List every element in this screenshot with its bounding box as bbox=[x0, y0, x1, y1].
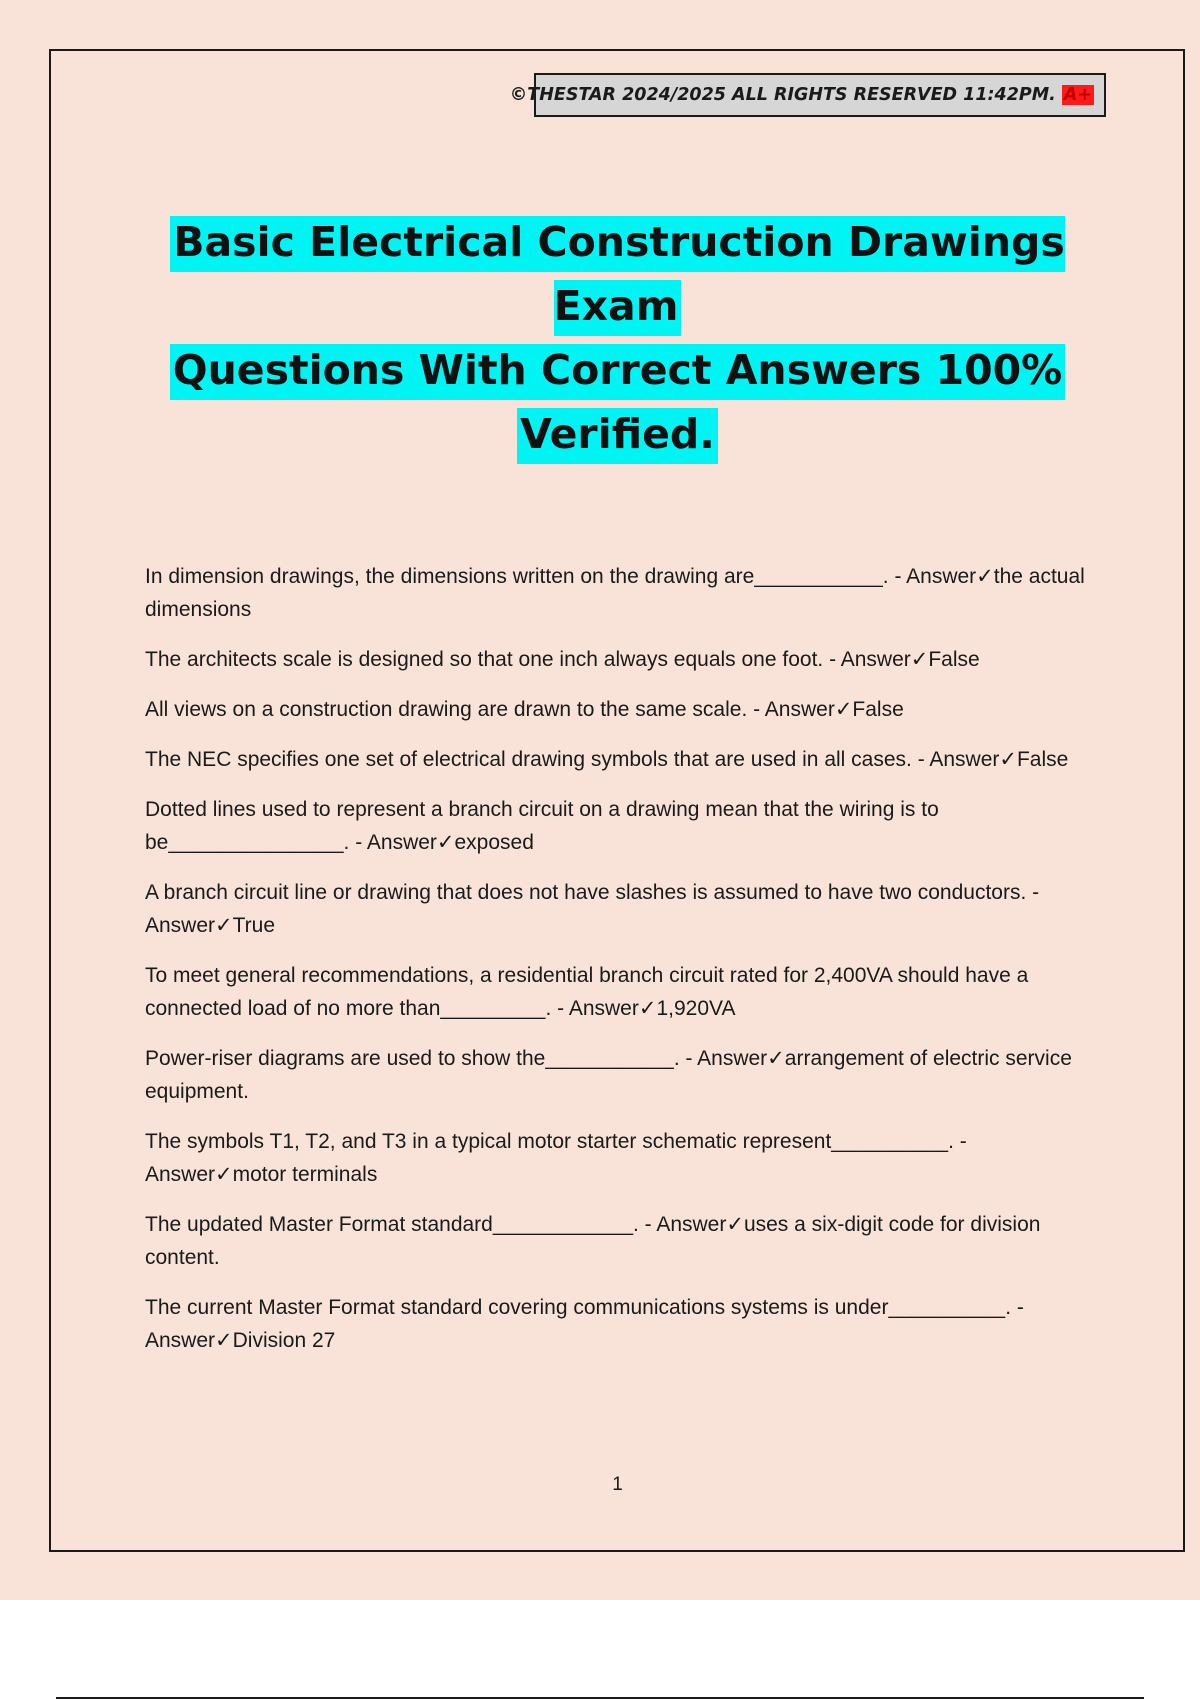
title-line-1: Basic Electrical Construction Drawings Exam bbox=[170, 216, 1065, 336]
qa-item: The NEC specifies one set of electrical drawing symbols that are used in all cases. - Answer✓False bbox=[145, 748, 1069, 771]
qa-item: A branch circuit line or drawing that does not have slashes is assumed to have two conductors. - Answer✓True bbox=[145, 881, 1040, 937]
title-line-3: Verified. bbox=[517, 408, 718, 464]
qa-item: To meet general recommendations, a residential branch circuit rated for 2,400VA should have a connected load of no more than_________. - Answer✓1,920VA bbox=[145, 964, 1029, 1020]
next-page-top-rule bbox=[56, 1697, 1144, 1699]
qa-item: Power-riser diagrams are used to show the___________. - Answer✓arrangement of electric service equipment. bbox=[145, 1047, 1072, 1103]
copyright-text: ©THESTAR 2024/2025 ALL RIGHTS RESERVED 11:42PM. bbox=[509, 85, 1056, 105]
page-number: 1 bbox=[612, 1474, 623, 1495]
document-title bbox=[120, 210, 1115, 466]
qa-item: Dotted lines used to represent a branch circuit on a drawing mean that the wiring is to be_______________. - Answer✓exposed bbox=[145, 798, 939, 854]
qa-item: The architects scale is designed so that one inch always equals one foot. - Answer✓False bbox=[145, 648, 980, 671]
title-line-2: Questions With Correct Answers 100% bbox=[170, 344, 1066, 400]
qa-item: The symbols T1, T2, and T3 in a typical motor starter schematic represent__________. - Answer✓motor terminals bbox=[145, 1130, 967, 1186]
question-answer-list bbox=[145, 560, 1095, 1374]
copyright-header bbox=[509, 73, 1106, 117]
grade-badge: A+ bbox=[1063, 85, 1092, 105]
qa-item: The current Master Format standard covering communications systems is under__________. - Answer✓Division 27 bbox=[145, 1296, 1024, 1352]
qa-item: All views on a construction drawing are drawn to the same scale. - Answer✓False bbox=[145, 698, 904, 721]
qa-item: The updated Master Format standard____________. - Answer✓uses a six-digit code for division content. bbox=[145, 1213, 1041, 1269]
qa-item: In dimension drawings, the dimensions written on the drawing are___________. - Answer✓the actual dimensions bbox=[145, 565, 1085, 621]
